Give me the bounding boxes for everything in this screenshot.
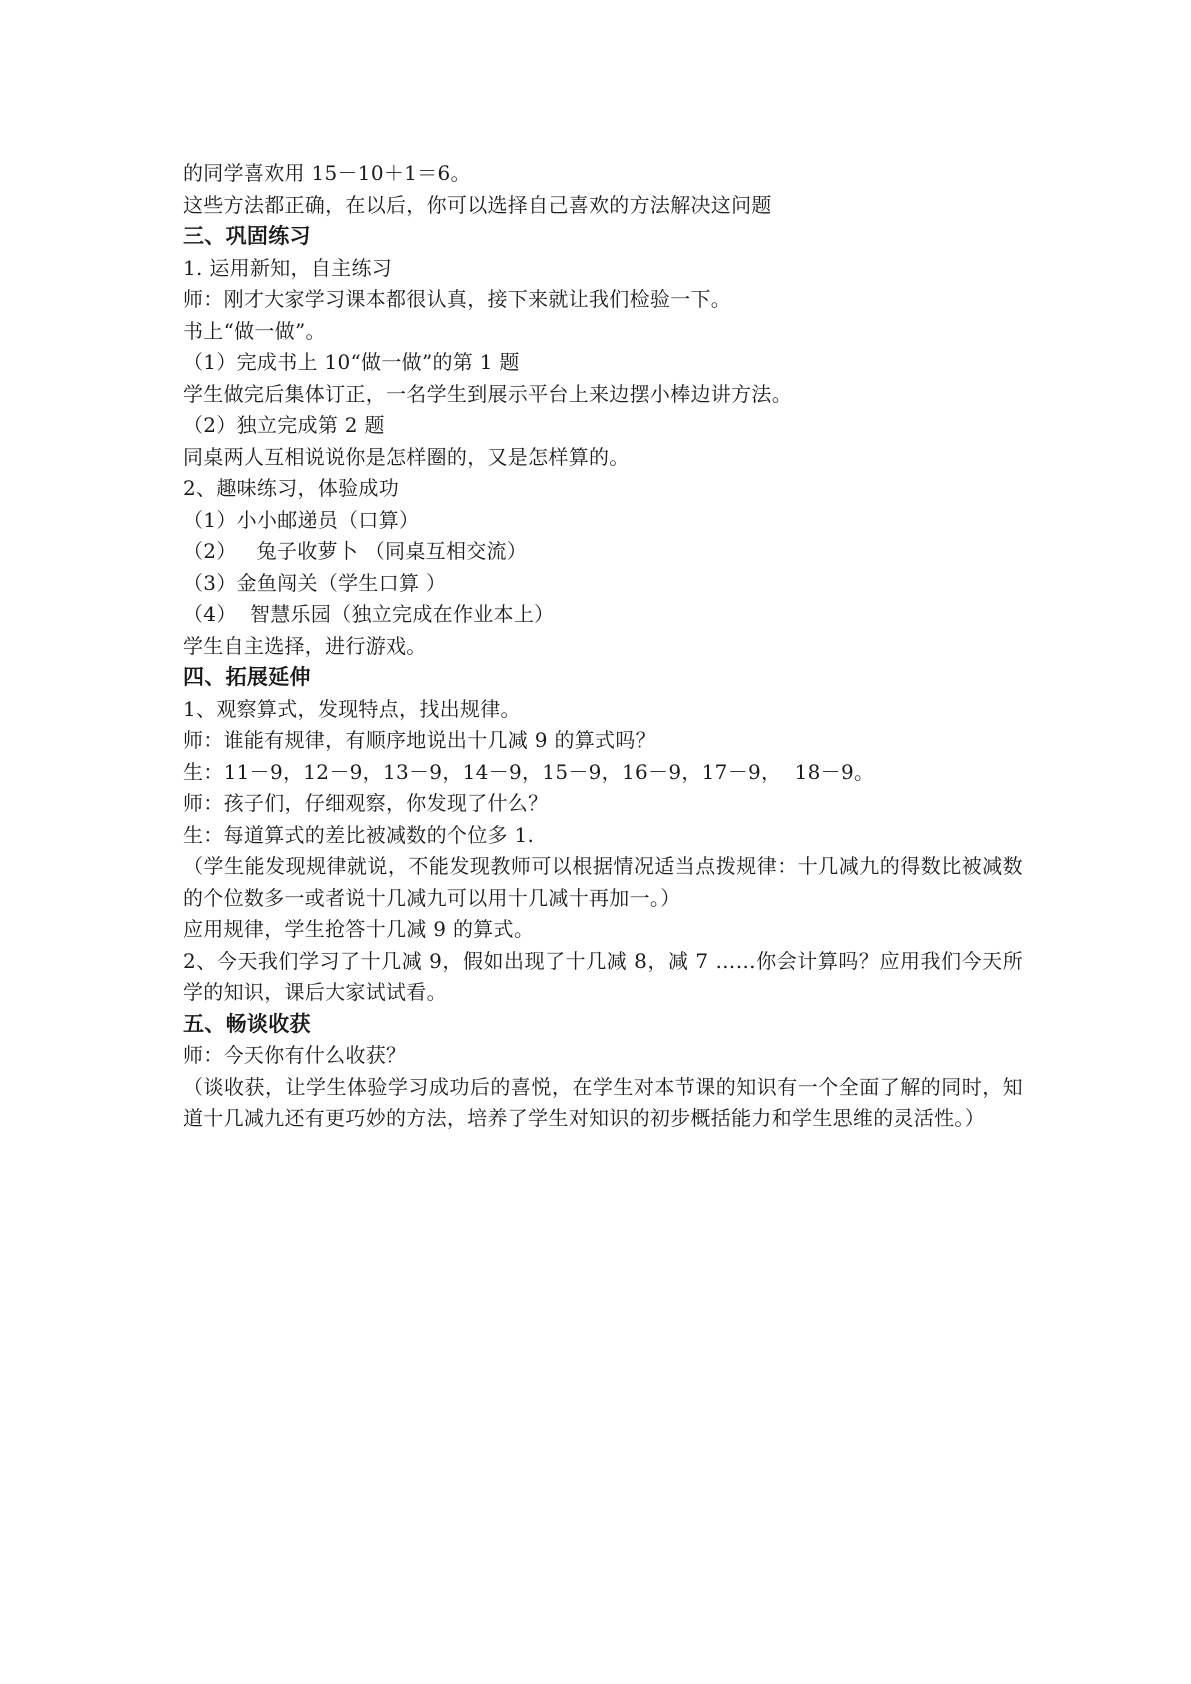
body-line: 师：孩子们，仔细观察，你发现了什么？ — [183, 791, 549, 815]
body-line: 生：每道算式的差比被减数的个位多 1. — [183, 822, 535, 847]
body-line: 的同学喜欢用 15－10＋1＝6。 — [183, 161, 471, 185]
body-line: （4） 智慧乐园（独立完成在作业本上） — [183, 602, 555, 626]
body-paragraph: （谈收获，让学生体验学习成功后的喜悦，在学生对本节课的知识有一个全面了解的同时，知道十几减九还有更巧妙的方法，培养了学生对知识的初步概括能力和学生思维的灵活性。） — [183, 1074, 1023, 1130]
body-line: 师：今天你有什么收获？ — [183, 1043, 407, 1067]
body-line: （1）小小邮递员（口算） — [183, 507, 420, 532]
section-heading: 四、拓展延伸 — [183, 665, 311, 689]
body-paragraph: （学生能发现规律就说，不能发现教师可以根据情况适当点拨规律：十几减九的得数比被减数的个位数多一或者说十几减九可以用十几减十再加一。） — [183, 854, 1023, 910]
body-line: 2、趣味练习，体验成功 — [183, 476, 400, 500]
body-line: 1、观察算式，发现特点，找出规律。 — [183, 696, 521, 721]
body-line: （1）完成书上 10“做一做”的第 1 题 — [183, 350, 520, 374]
document-body — [183, 158, 1023, 1135]
section-heading: 五、畅谈收获 — [183, 1011, 311, 1036]
body-paragraph: 2、今天我们学习了十几减 9，假如出现了十几减 8，减 7 ……你会计算吗？应用我们今天所学的知识，课后大家试试看。 — [183, 948, 1023, 1004]
body-line: 学生自主选择，进行游戏。 — [183, 633, 427, 658]
section-heading: 三、巩固练习 — [183, 224, 311, 248]
body-line: 这些方法都正确，在以后，你可以选择自己喜欢的方法解决这问题 — [183, 192, 772, 217]
body-line: 应用规律，学生抢答十几减 9 的算式。 — [183, 917, 535, 941]
body-line: （3）金鱼闯关（学生口算 ） — [183, 570, 447, 595]
body-line: 同桌两人互相说说你是怎样圈的，又是怎样算的。 — [183, 444, 630, 469]
body-line: （2） 兔子收萝卜 （同桌互相交流） — [183, 539, 528, 563]
body-line: 学生做完后集体订正，一名学生到展示平台上来边摆小棒边讲方法。 — [183, 381, 792, 406]
body-line: 书上“做一做”。 — [183, 318, 326, 343]
body-line: 师：谁能有规律，有顺序地说出十几减 9 的算式吗？ — [183, 728, 656, 752]
body-line: 生：11－9，12－9，13－9，14－9，15－9，16－9，17－9， 18－9。 — [183, 759, 875, 784]
body-line: （2）独立完成第 2 题 — [183, 413, 385, 437]
body-line: 师：刚才大家学习课本都很认真，接下来就让我们检验一下。 — [183, 287, 732, 311]
body-line: 1. 运用新知，自主练习 — [183, 255, 393, 280]
